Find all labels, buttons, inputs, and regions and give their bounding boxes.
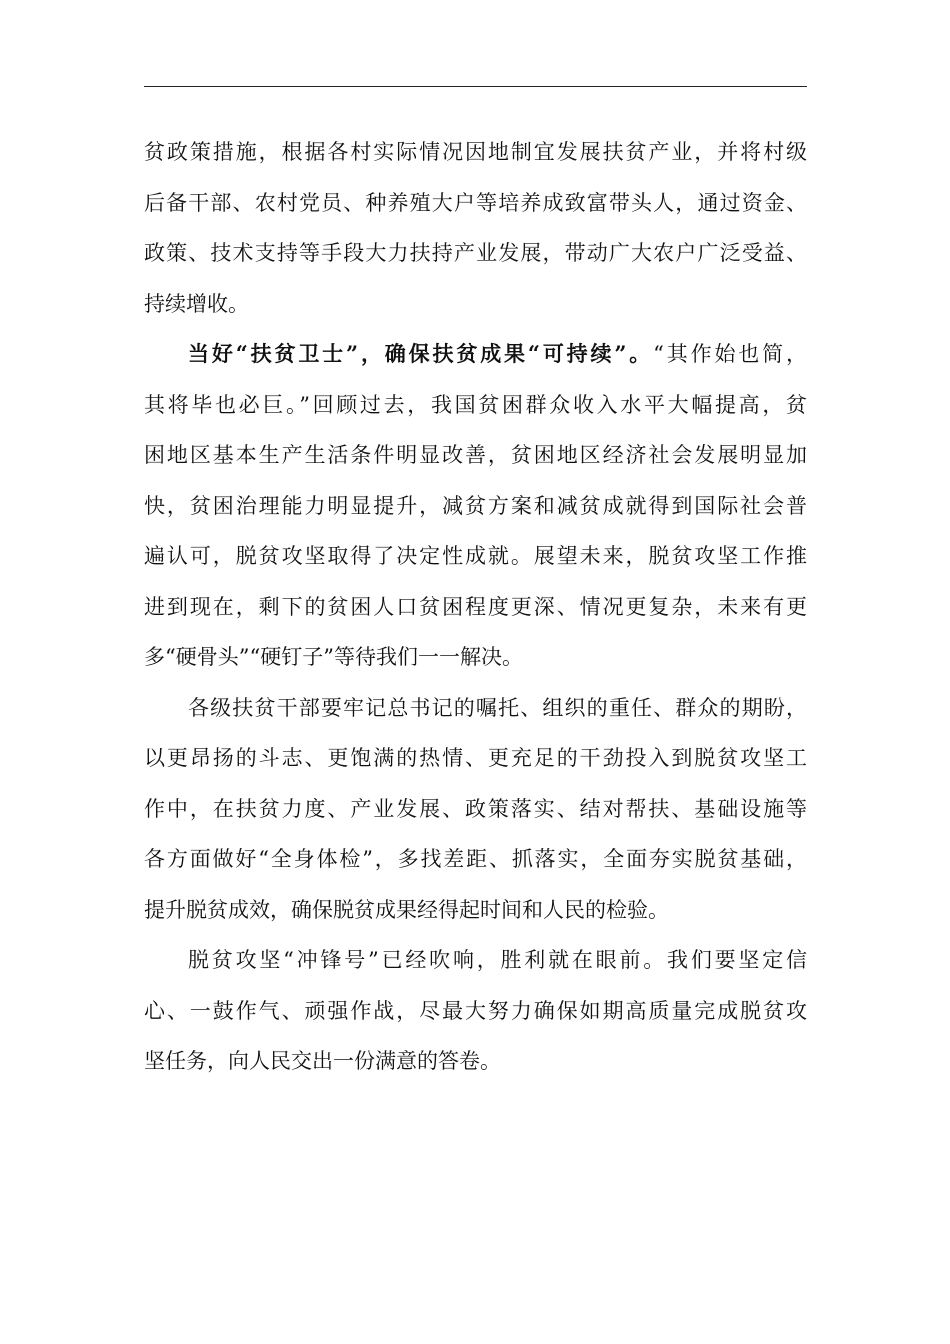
paragraph-line: 困地区基本生产生活条件明显改善，贫困地区经济社会发展明显加	[144, 443, 807, 467]
paragraph-line: 多“硬骨头”“硬钉子”等待我们一一解决。	[144, 645, 523, 669]
paragraph-line: 坚任务，向人民交出一份满意的答卷。	[144, 1049, 501, 1073]
section-heading: 当好“扶贫卫士”，确保扶贫成果“可持续”。	[188, 341, 654, 366]
paragraph-line: 心、一鼓作气、顽强作战，尽最大努力确保如期高质量完成脱贫攻	[144, 998, 807, 1023]
paragraph-line: 提升脱贫成效，确保脱贫成果经得起时间和人民的检验。	[144, 897, 669, 922]
paragraph-line: 后备干部、农村党员、种养殖大户等培养成致富带头人，通过资金、	[144, 190, 807, 215]
paragraph-line: 贫政策措施，根据各村实际情况因地制宜发展扶贫产业，并将村级	[144, 140, 807, 164]
quote-start: “其作始也简，	[653, 342, 807, 366]
paragraph-line: 其将毕也必巨。”回顾过去，我国贫困群众收入水平大幅提高，贫	[144, 392, 807, 417]
paragraph-3	[144, 683, 807, 936]
paragraph-line: 政策、技术支持等手段大力扶持产业发展，带动广大农户广泛受益、	[144, 241, 807, 265]
paragraph-line: 快，贫困治理能力明显提升，减贫方案和减贫成就得到国际社会普	[144, 493, 807, 518]
header-rule	[144, 86, 807, 87]
paragraph-line: 以更昂扬的斗志、更饱满的热情、更充足的干劲投入到脱贫攻坚工	[144, 746, 807, 770]
document-body	[144, 127, 807, 1087]
paragraph-1	[144, 127, 807, 329]
paragraph-first-line	[144, 329, 807, 380]
paragraph-line: 作中，在扶贫力度、产业发展、政策落实、结对帮扶、基础设施等	[144, 796, 807, 821]
paragraph-line: 遍认可，脱贫攻坚取得了决定性成就。展望未来，脱贫攻坚工作推	[144, 544, 807, 568]
paragraph-2	[144, 329, 807, 683]
paragraph-line: 进到现在，剩下的贫困人口贫困程度更深、情况更复杂，未来有更	[144, 594, 807, 619]
paragraph-first-line: 各级扶贫干部要牢记总书记的嘱托、组织的重任、群众的期盼，	[188, 695, 807, 720]
paragraph-line: 持续增收。	[144, 291, 249, 316]
paragraph-first-line: 脱贫攻坚“冲锋号”已经吹响，胜利就在眼前。我们要坚定信	[188, 948, 807, 972]
paragraph-4	[144, 935, 807, 1087]
paragraph-line: 各方面做好“全身体检”，多找差距、抓落实，全面夯实脱贫基础，	[144, 847, 807, 871]
